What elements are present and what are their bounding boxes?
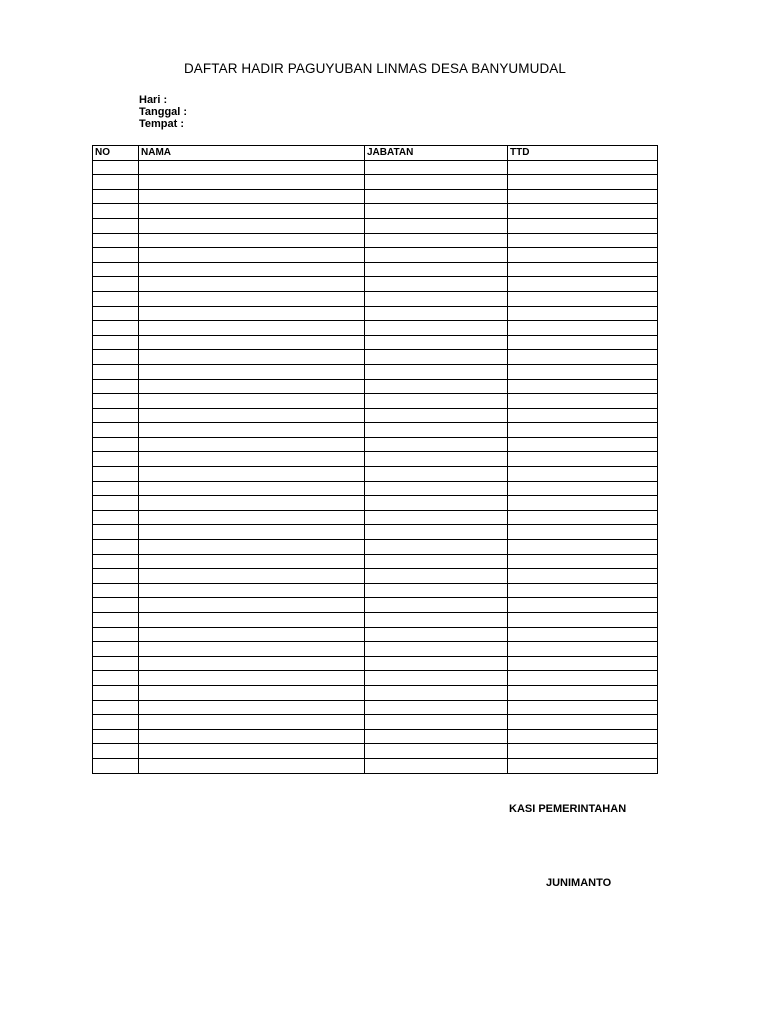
cell-jabatan bbox=[365, 569, 508, 584]
cell-nama bbox=[139, 700, 365, 715]
meeting-info bbox=[139, 94, 187, 130]
cell-no bbox=[93, 715, 139, 730]
cell-no bbox=[93, 642, 139, 657]
cell-no bbox=[93, 671, 139, 686]
cell-jabatan bbox=[365, 598, 508, 613]
cell-jabatan bbox=[365, 467, 508, 482]
cell-nama bbox=[139, 364, 365, 379]
table-row bbox=[93, 306, 658, 321]
cell-nama bbox=[139, 496, 365, 511]
cell-ttd bbox=[508, 364, 658, 379]
cell-nama bbox=[139, 379, 365, 394]
table-row bbox=[93, 321, 658, 336]
cell-no bbox=[93, 729, 139, 744]
table-row bbox=[93, 613, 658, 628]
cell-no bbox=[93, 700, 139, 715]
cell-ttd bbox=[508, 715, 658, 730]
table-row bbox=[93, 729, 658, 744]
cell-jabatan bbox=[365, 321, 508, 336]
cell-nama bbox=[139, 642, 365, 657]
cell-ttd bbox=[508, 437, 658, 452]
cell-ttd bbox=[508, 350, 658, 365]
cell-nama bbox=[139, 540, 365, 555]
cell-nama bbox=[139, 554, 365, 569]
cell-jabatan bbox=[365, 583, 508, 598]
cell-nama bbox=[139, 233, 365, 248]
cell-jabatan bbox=[365, 613, 508, 628]
cell-no bbox=[93, 452, 139, 467]
table-row bbox=[93, 233, 658, 248]
cell-jabatan bbox=[365, 233, 508, 248]
table-row bbox=[93, 598, 658, 613]
cell-nama bbox=[139, 262, 365, 277]
cell-no bbox=[93, 656, 139, 671]
cell-no bbox=[93, 175, 139, 190]
cell-no bbox=[93, 189, 139, 204]
cell-nama bbox=[139, 671, 365, 686]
cell-jabatan bbox=[365, 248, 508, 263]
cell-ttd bbox=[508, 758, 658, 773]
cell-no bbox=[93, 510, 139, 525]
cell-ttd bbox=[508, 656, 658, 671]
table-row bbox=[93, 175, 658, 190]
cell-no bbox=[93, 613, 139, 628]
table-row bbox=[93, 262, 658, 277]
cell-ttd bbox=[508, 204, 658, 219]
cell-jabatan bbox=[365, 671, 508, 686]
hari-label: Hari : bbox=[139, 94, 168, 106]
cell-jabatan bbox=[365, 350, 508, 365]
table-row bbox=[93, 452, 658, 467]
cell-nama bbox=[139, 218, 365, 233]
cell-no bbox=[93, 569, 139, 584]
cell-no bbox=[93, 408, 139, 423]
cell-nama bbox=[139, 291, 365, 306]
cell-no bbox=[93, 277, 139, 292]
cell-no bbox=[93, 423, 139, 438]
cell-ttd bbox=[508, 423, 658, 438]
cell-ttd bbox=[508, 248, 658, 263]
attendance-table bbox=[92, 145, 658, 774]
tempat-label: Tempat : bbox=[139, 118, 185, 130]
cell-ttd bbox=[508, 394, 658, 409]
cell-ttd bbox=[508, 540, 658, 555]
cell-jabatan bbox=[365, 175, 508, 190]
cell-jabatan bbox=[365, 627, 508, 642]
cell-no bbox=[93, 598, 139, 613]
table-row bbox=[93, 583, 658, 598]
cell-jabatan bbox=[365, 496, 508, 511]
cell-ttd bbox=[508, 627, 658, 642]
header-no: NO bbox=[93, 146, 139, 161]
table-row bbox=[93, 569, 658, 584]
cell-nama bbox=[139, 481, 365, 496]
cell-no bbox=[93, 554, 139, 569]
cell-ttd bbox=[508, 189, 658, 204]
cell-jabatan bbox=[365, 204, 508, 219]
cell-ttd bbox=[508, 510, 658, 525]
tanggal-label: Tanggal : bbox=[139, 106, 188, 118]
cell-jabatan bbox=[365, 744, 508, 759]
cell-jabatan bbox=[365, 364, 508, 379]
cell-nama bbox=[139, 408, 365, 423]
table-row bbox=[93, 204, 658, 219]
cell-no bbox=[93, 481, 139, 496]
cell-ttd bbox=[508, 671, 658, 686]
table-row bbox=[93, 467, 658, 482]
cell-ttd bbox=[508, 379, 658, 394]
cell-ttd bbox=[508, 642, 658, 657]
cell-nama bbox=[139, 423, 365, 438]
table-row bbox=[93, 700, 658, 715]
cell-nama bbox=[139, 175, 365, 190]
cell-ttd bbox=[508, 291, 658, 306]
table-row bbox=[93, 496, 658, 511]
cell-no bbox=[93, 583, 139, 598]
cell-nama bbox=[139, 189, 365, 204]
cell-no bbox=[93, 204, 139, 219]
cell-nama bbox=[139, 467, 365, 482]
cell-nama bbox=[139, 248, 365, 263]
cell-no bbox=[93, 291, 139, 306]
cell-nama bbox=[139, 160, 365, 175]
cell-ttd bbox=[508, 175, 658, 190]
cell-no bbox=[93, 379, 139, 394]
table-row bbox=[93, 408, 658, 423]
cell-no bbox=[93, 248, 139, 263]
cell-jabatan bbox=[365, 685, 508, 700]
document-title: DAFTAR HADIR PAGUYUBAN LINMAS DESA BANYUMUDAL bbox=[183, 61, 567, 76]
cell-ttd bbox=[508, 569, 658, 584]
cell-nama bbox=[139, 452, 365, 467]
signature-name: JUNIMANTO bbox=[546, 877, 612, 889]
cell-no bbox=[93, 496, 139, 511]
cell-no bbox=[93, 394, 139, 409]
table-row bbox=[93, 744, 658, 759]
cell-jabatan bbox=[365, 540, 508, 555]
cell-ttd bbox=[508, 408, 658, 423]
table-row bbox=[93, 656, 658, 671]
header-nama: NAMA bbox=[139, 146, 365, 161]
cell-no bbox=[93, 218, 139, 233]
cell-nama bbox=[139, 715, 365, 730]
cell-nama bbox=[139, 685, 365, 700]
cell-jabatan bbox=[365, 423, 508, 438]
table-row bbox=[93, 642, 658, 657]
cell-no bbox=[93, 540, 139, 555]
cell-ttd bbox=[508, 554, 658, 569]
cell-nama bbox=[139, 656, 365, 671]
cell-jabatan bbox=[365, 189, 508, 204]
cell-nama bbox=[139, 394, 365, 409]
table-row bbox=[93, 379, 658, 394]
cell-nama bbox=[139, 321, 365, 336]
cell-jabatan bbox=[365, 758, 508, 773]
cell-ttd bbox=[508, 525, 658, 540]
cell-nama bbox=[139, 525, 365, 540]
cell-jabatan bbox=[365, 481, 508, 496]
cell-ttd bbox=[508, 277, 658, 292]
cell-jabatan bbox=[365, 452, 508, 467]
cell-jabatan bbox=[365, 729, 508, 744]
cell-jabatan bbox=[365, 700, 508, 715]
cell-nama bbox=[139, 204, 365, 219]
table-row bbox=[93, 540, 658, 555]
cell-ttd bbox=[508, 744, 658, 759]
cell-jabatan bbox=[365, 262, 508, 277]
cell-ttd bbox=[508, 685, 658, 700]
cell-jabatan bbox=[365, 715, 508, 730]
table-row bbox=[93, 758, 658, 773]
signature-role: KASI PEMERINTAHAN bbox=[509, 803, 627, 815]
table-row bbox=[93, 218, 658, 233]
cell-no bbox=[93, 233, 139, 248]
table-body bbox=[93, 160, 658, 773]
cell-no bbox=[93, 321, 139, 336]
header-jabatan: JABATAN bbox=[365, 146, 508, 161]
cell-nama bbox=[139, 569, 365, 584]
cell-jabatan bbox=[365, 277, 508, 292]
cell-no bbox=[93, 262, 139, 277]
cell-no bbox=[93, 467, 139, 482]
cell-nama bbox=[139, 744, 365, 759]
table-row bbox=[93, 554, 658, 569]
table-row bbox=[93, 437, 658, 452]
cell-jabatan bbox=[365, 510, 508, 525]
cell-no bbox=[93, 525, 139, 540]
cell-jabatan bbox=[365, 335, 508, 350]
table-row bbox=[93, 364, 658, 379]
cell-ttd bbox=[508, 160, 658, 175]
cell-jabatan bbox=[365, 525, 508, 540]
table-row bbox=[93, 248, 658, 263]
cell-ttd bbox=[508, 452, 658, 467]
table-row bbox=[93, 423, 658, 438]
cell-no bbox=[93, 685, 139, 700]
cell-ttd bbox=[508, 233, 658, 248]
table-row bbox=[93, 189, 658, 204]
cell-ttd bbox=[508, 218, 658, 233]
cell-no bbox=[93, 627, 139, 642]
table-row bbox=[93, 394, 658, 409]
cell-no bbox=[93, 744, 139, 759]
cell-ttd bbox=[508, 583, 658, 598]
table-row bbox=[93, 160, 658, 175]
cell-no bbox=[93, 364, 139, 379]
table-row bbox=[93, 627, 658, 642]
cell-nama bbox=[139, 350, 365, 365]
cell-no bbox=[93, 350, 139, 365]
table-row bbox=[93, 685, 658, 700]
table-row bbox=[93, 277, 658, 292]
cell-jabatan bbox=[365, 379, 508, 394]
cell-ttd bbox=[508, 700, 658, 715]
cell-nama bbox=[139, 758, 365, 773]
cell-nama bbox=[139, 598, 365, 613]
cell-ttd bbox=[508, 321, 658, 336]
cell-jabatan bbox=[365, 642, 508, 657]
cell-nama bbox=[139, 437, 365, 452]
table-row bbox=[93, 510, 658, 525]
cell-nama bbox=[139, 335, 365, 350]
cell-ttd bbox=[508, 613, 658, 628]
table-row bbox=[93, 671, 658, 686]
table-row bbox=[93, 481, 658, 496]
table-row bbox=[93, 350, 658, 365]
cell-jabatan bbox=[365, 408, 508, 423]
cell-nama bbox=[139, 613, 365, 628]
cell-jabatan bbox=[365, 554, 508, 569]
cell-no bbox=[93, 306, 139, 321]
cell-nama bbox=[139, 583, 365, 598]
cell-ttd bbox=[508, 467, 658, 482]
cell-ttd bbox=[508, 496, 658, 511]
cell-jabatan bbox=[365, 306, 508, 321]
cell-jabatan bbox=[365, 218, 508, 233]
cell-no bbox=[93, 758, 139, 773]
table-row bbox=[93, 335, 658, 350]
cell-no bbox=[93, 335, 139, 350]
cell-ttd bbox=[508, 481, 658, 496]
cell-nama bbox=[139, 277, 365, 292]
cell-ttd bbox=[508, 729, 658, 744]
cell-nama bbox=[139, 510, 365, 525]
cell-jabatan bbox=[365, 656, 508, 671]
cell-jabatan bbox=[365, 437, 508, 452]
cell-jabatan bbox=[365, 394, 508, 409]
cell-ttd bbox=[508, 598, 658, 613]
cell-nama bbox=[139, 627, 365, 642]
cell-no bbox=[93, 160, 139, 175]
table-row bbox=[93, 715, 658, 730]
cell-jabatan bbox=[365, 160, 508, 175]
table-row bbox=[93, 525, 658, 540]
cell-no bbox=[93, 437, 139, 452]
cell-ttd bbox=[508, 335, 658, 350]
cell-nama bbox=[139, 729, 365, 744]
cell-jabatan bbox=[365, 291, 508, 306]
table-row bbox=[93, 291, 658, 306]
cell-ttd bbox=[508, 306, 658, 321]
cell-nama bbox=[139, 306, 365, 321]
table-header-row bbox=[93, 146, 658, 161]
header-ttd: TTD bbox=[508, 146, 658, 161]
cell-ttd bbox=[508, 262, 658, 277]
